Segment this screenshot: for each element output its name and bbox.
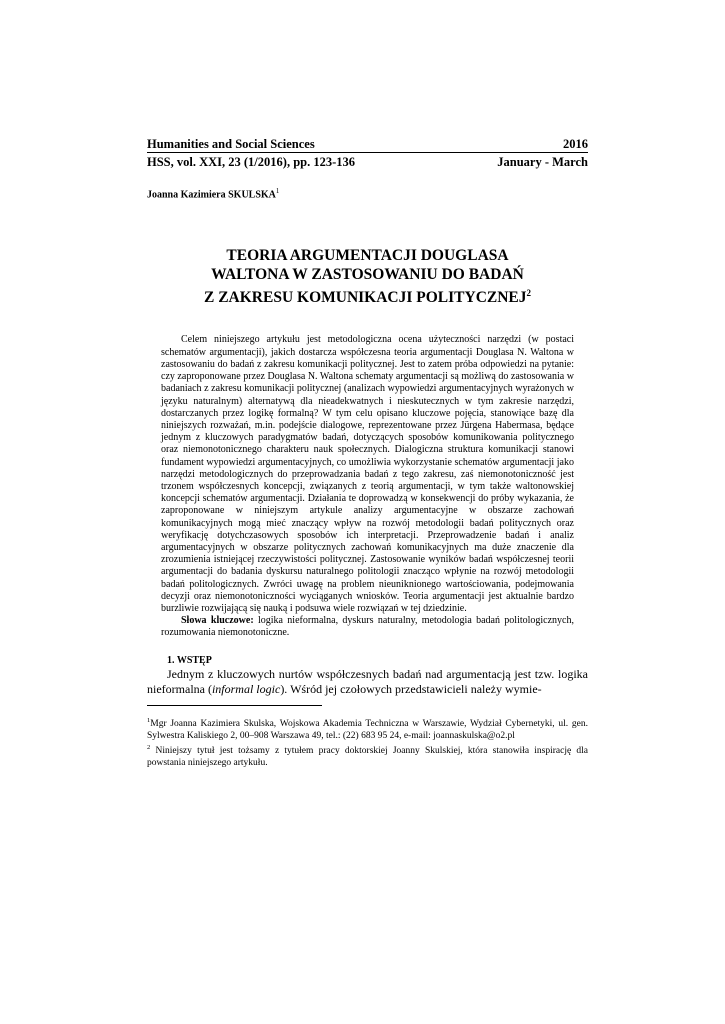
article-page — [147, 136, 588, 769]
footnote-1 — [147, 715, 588, 742]
footnote-2 — [147, 742, 588, 769]
intro-text-after: ). Wśród jej czołowych przedstawicieli należy wymie- — [280, 681, 542, 696]
issue-period: January - March — [497, 155, 588, 169]
journal-year: 2016 — [563, 137, 588, 151]
footnote-separator — [147, 705, 322, 706]
keywords-text: logika nieformalna, dyskurs naturalny, metodologia badań politologicznych, rozumowania niemonotoniczne. — [161, 615, 574, 639]
volume-info: HSS, vol. XXI, 23 (1/2016), pp. 123-136 — [147, 155, 356, 169]
footnote-2-text: Niniejszy tytuł jest tożsamy z tytułem pracy doktorskiej Joanny Skulskiej, która stanowiła inspirację dla powstania niniejszego artykułu. — [147, 745, 588, 768]
keywords-label: Słowa kluczowe: — [181, 615, 254, 627]
journal-header — [147, 136, 588, 153]
author-name: Joanna Kazimiera SKULSKA — [147, 189, 276, 201]
title-line-1: TEORIA ARGUMENTACJI DOUGLASA — [226, 247, 509, 265]
title-line-3: Z ZAKRESU KOMUNIKACJI POLITYCZNEJ — [203, 289, 527, 307]
issue-header — [147, 154, 588, 170]
intro-text-before: Jednym z kluczowych nurtów współczesnych badań nad argumentacją jest tzw. logika nieformalna ( — [147, 666, 588, 696]
footnote-1-mark: 1 — [147, 716, 151, 724]
abstract — [161, 334, 574, 639]
title-footnote-mark: 2 — [526, 288, 532, 299]
intro-paragraph — [147, 667, 588, 697]
footnotes — [147, 715, 588, 769]
intro-text-italic: informal logic — [211, 681, 281, 696]
journal-name: Humanities and Social Sciences — [147, 137, 315, 151]
author-line — [147, 185, 588, 201]
abstract-text: Celem niniejszego artykułu jest metodologiczna ocena użyteczności narzędzi (w postaci schematów argumentacji), jakich dostarcza współczesna teoria argumentacji Douglasa N. Waltona w zastosowaniu do badań z zakresu komunikacji politycznej. Jest to zatem próba odpowiedzi na pytanie: czy zaproponowane przez Douglasa N. Waltona schematy argumentacji są możliwą do zastosowania w badaniach z zakresu komunikacji politycznej (analizach wypowiedzi argumentacyjnych wyrażonych w języku naturalnym) alternatywą dla nieadekwatnych i nieskutecznych w tym zakresie narzędzi, dostarczanych przez logikę formalną? W tym celu opisano kluczowe pojęcia, stanowiące bazę dla niniejszych rozważań, m.in. podejście dialogowe, reprezentowane przez Jürgena Habermasa, będące jednym z kluczowych paradygmatów badań, dotyczących sposobów komunikowania politycznego oraz niemonotonicznego charakteru nauk społecznych. Dialogiczna struktura komunikacji stanowi fundament wypowiedzi argumentacyjnych, co umożliwia wykorzystanie schematów argumentacji jako narzędzi metodologicznych do przeprowadzania badań z tego zakresu, zaś niemonotoniczność jest trzonem współczesnych koncepcji, związanych z teorią argumentacji, w tym także waltonowskiej koncepcji schematów argumentacji. Działania te doprowadzą w konsekwencji do próby wykazania, że zaproponowane w niniejszym artykule analizy argumentacyjne w obszarze zachowań komunikacyjnych mogą mieć znaczący wpływ na rozwój metodologii badań politycznych oraz weryfikację dotychczasowych sposobów ich interpretacji. Przeprowadzenie badań i analiz argumentacyjnych w obszarze politycznych zachowań komunikacyjnych ma duże znaczenie dla zrozumienia istniejącej rzeczywistości politycznej. Zastosowanie wyników badań współczesnej teorii argumentacji do badania dyskursu naturalnego politologii znacząco wpłynie na rozwój metodologii badań politologicznych. Zwróci uwagę na problem nieuniknionego wartościowania, podejmowania decyzji oraz niemonotoniczności wyciąganych wniosków. Teoria argumentacji jest aktualnie bardzo burzliwie rozwijającą się nauką i podsuwa wiele rozwiązań w tej dziedzinie. — [161, 334, 574, 614]
author-footnote-mark: 1 — [275, 187, 280, 195]
article-title — [147, 246, 588, 307]
footnote-2-mark: 2 — [147, 743, 151, 751]
footnote-1-text: Mgr Joanna Kazimiera Skulska, Wojskowa Akademia Techniczna w Warszawie, Wydział Cybernetyki, ul. gen. Sylwestra Kaliskiego 2, 00–908 Warszawa 49, tel.: (22) 683 95 24, e-mail: joannaskulska@o2.pl — [147, 718, 588, 741]
keywords — [161, 615, 574, 639]
title-line-2: WALTONA W ZASTOSOWANIU DO BADAŃ — [211, 266, 524, 284]
section-heading: 1. WSTĘP — [167, 654, 212, 666]
title-line-3-wrap — [157, 284, 578, 307]
